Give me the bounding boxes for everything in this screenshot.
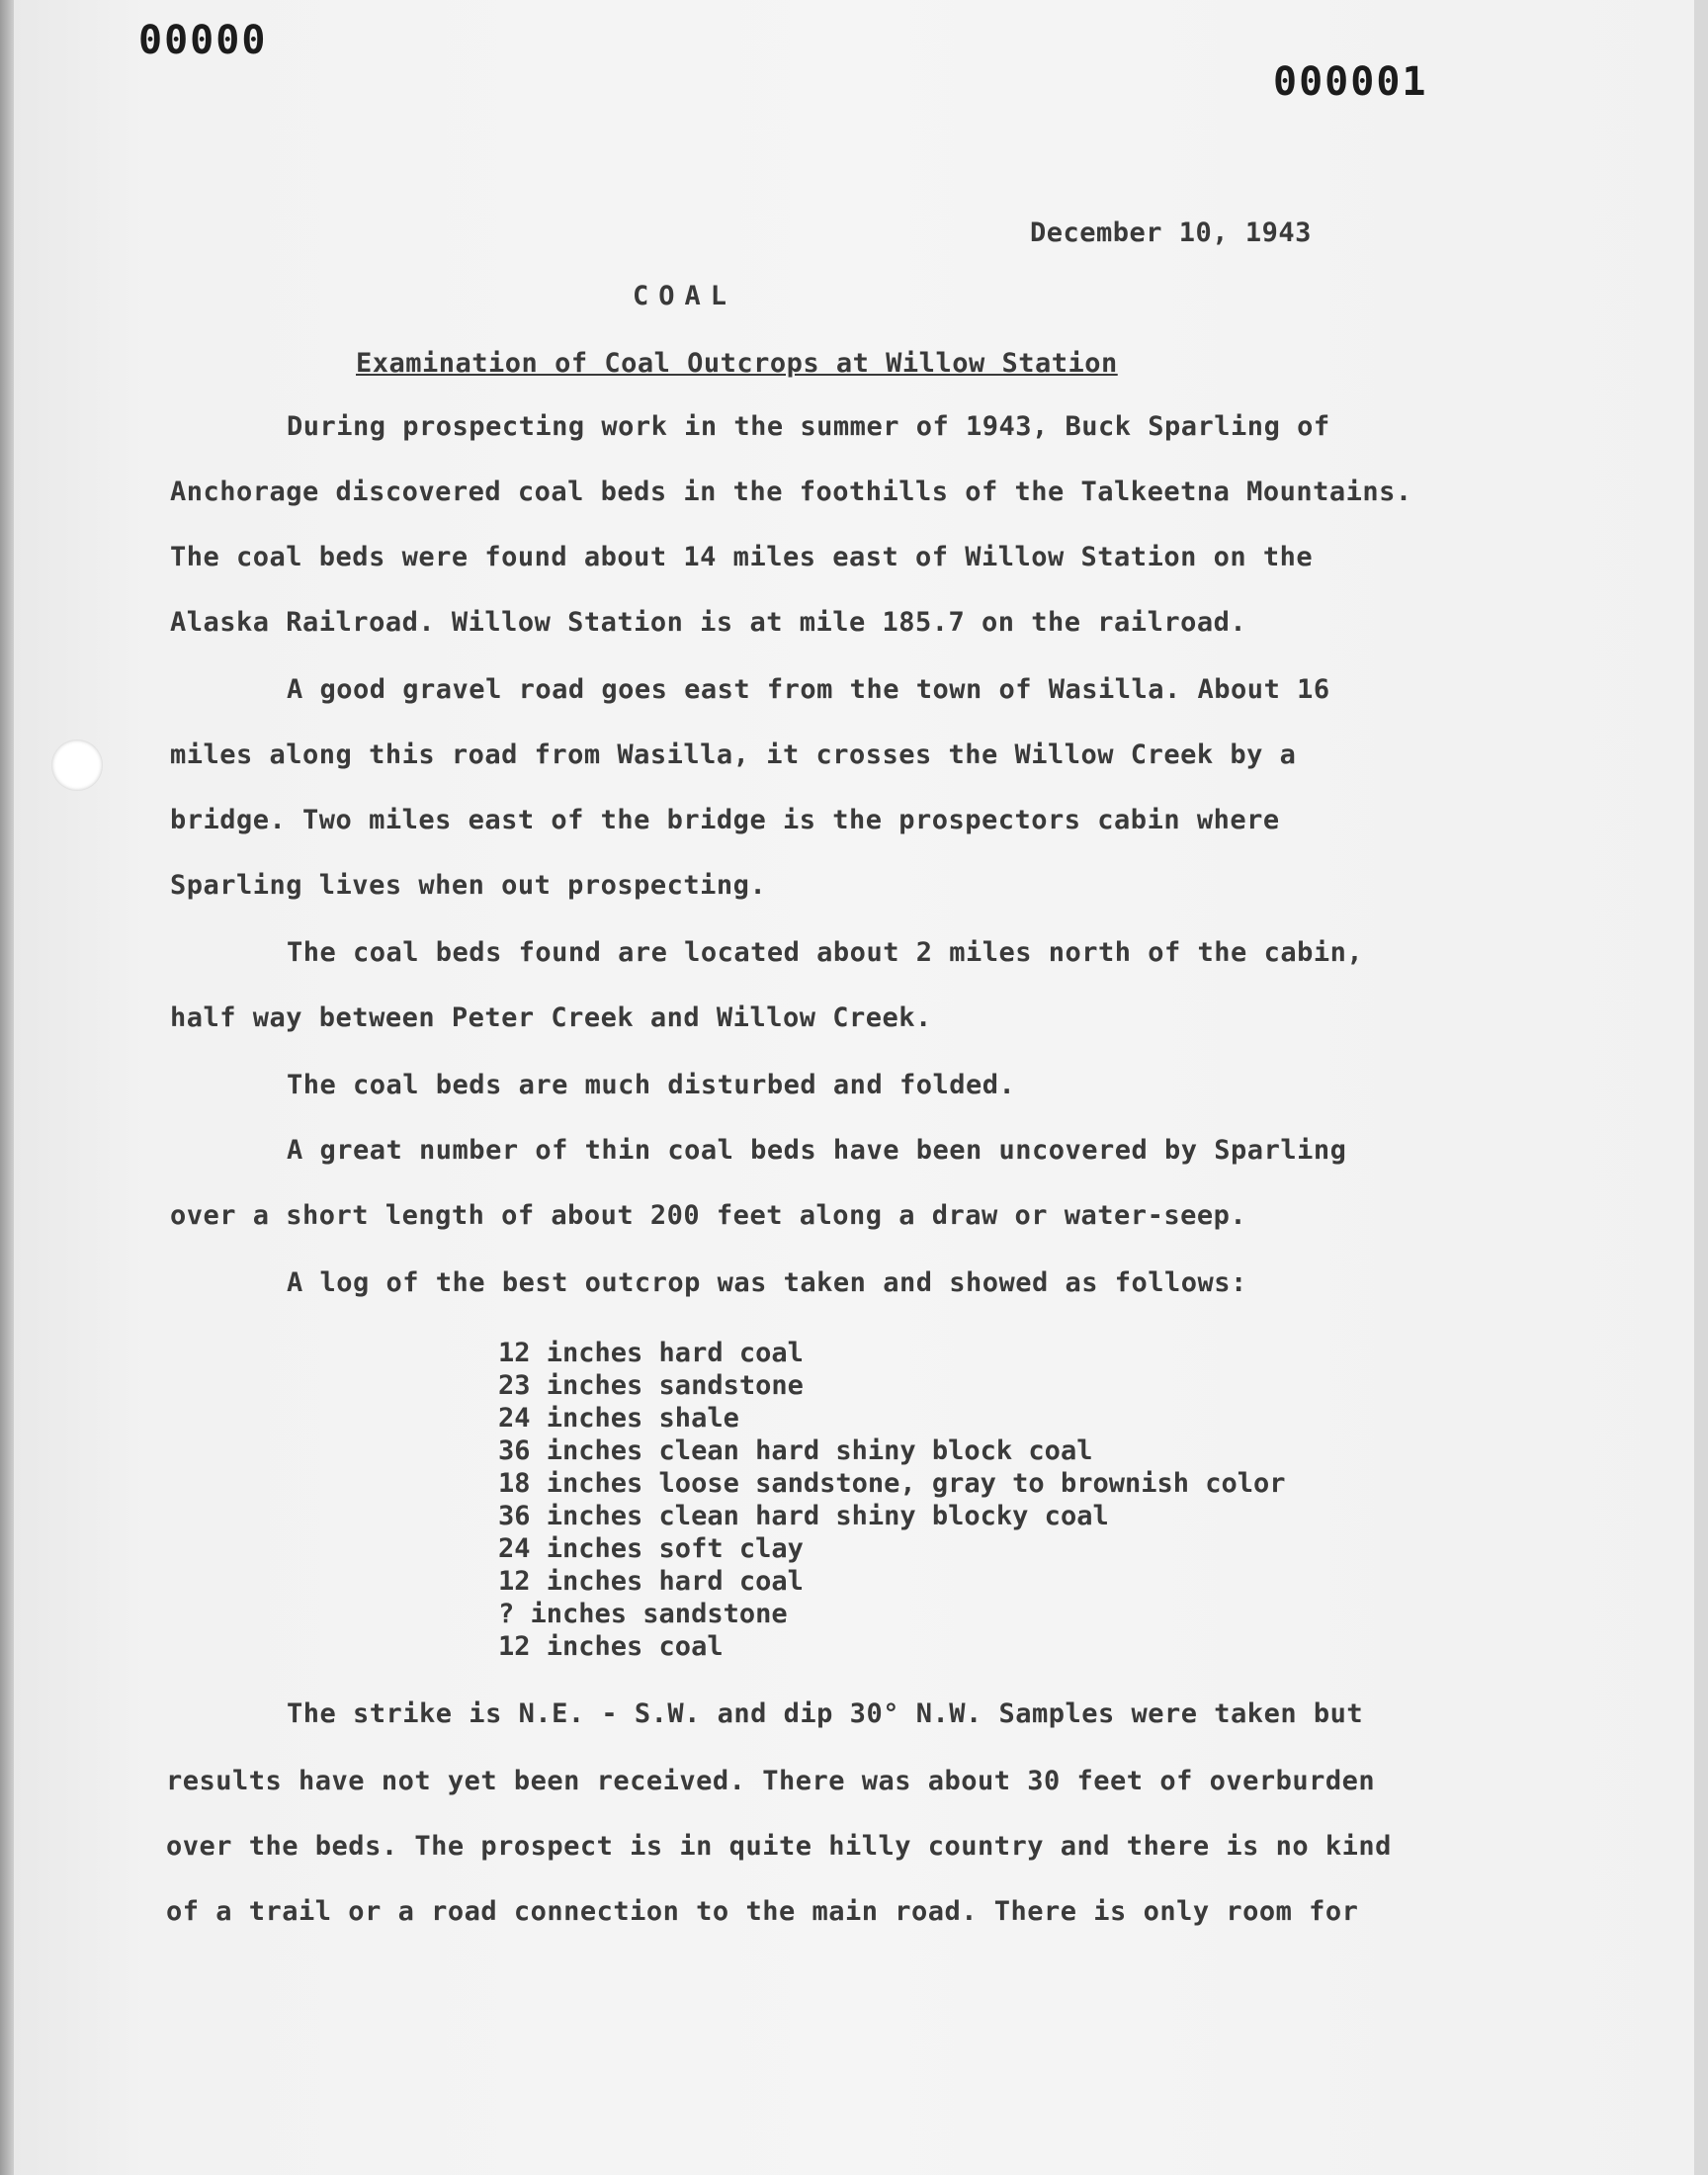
document-heading: COAL (633, 281, 737, 311)
body-line: The strike is N.E. - S.W. and dip 30° N.W. Samples were taken but (287, 1698, 1364, 1729)
body-line: Alaska Railroad. Willow Station is at mile 185.7 on the railroad. (170, 607, 1247, 638)
body-line: of a trail or a road connection to the main road. There is only room for (166, 1896, 1359, 1927)
stamp-number-left: 00000 (138, 18, 268, 63)
log-entry: 36 inches clean hard shiny block coal (498, 1436, 1093, 1466)
body-line: over the beds. The prospect is in quite hilly country and there is no kind (166, 1831, 1392, 1862)
body-line: The coal beds were found about 14 miles east of Willow Station on the (170, 542, 1314, 572)
body-line: over a short length of about 200 feet along a draw or water-seep. (170, 1200, 1247, 1231)
document-subheading: Examination of Coal Outcrops at Willow Station (356, 348, 1118, 379)
body-line: bridge. Two miles east of the bridge is the prospectors cabin where (170, 805, 1280, 835)
log-entry: 23 inches sandstone (498, 1370, 804, 1401)
body-line: The coal beds found are located about 2 miles north of the cabin, (287, 937, 1364, 968)
body-line: results have not yet been received. There was about 30 feet of overburden (166, 1766, 1376, 1796)
log-entry: 18 inches loose sandstone, gray to brownish color (498, 1468, 1286, 1499)
log-entry: 24 inches shale (498, 1403, 739, 1434)
log-entry: ? inches sandstone (498, 1599, 788, 1629)
body-line: A good gravel road goes east from the town of Wasilla. About 16 (287, 674, 1330, 705)
outcrop-log-list (498, 1337, 1286, 1663)
body-line: Sparling lives when out prospecting. (170, 870, 767, 901)
log-entry: 12 inches coal (498, 1631, 724, 1662)
document-date: December 10, 1943 (1030, 218, 1312, 248)
body-line: half way between Peter Creek and Willow Creek. (170, 1002, 932, 1033)
body-line: The coal beds are much disturbed and folded. (287, 1070, 1016, 1100)
body-line: miles along this road from Wasilla, it crosses the Willow Creek by a (170, 740, 1297, 770)
body-line: Anchorage discovered coal beds in the foothills of the Talkeetna Mountains. (170, 477, 1412, 507)
stamp-number-right: 000001 (1273, 59, 1428, 105)
body-line: A log of the best outcrop was taken and showed as follows: (287, 1267, 1247, 1298)
log-entry: 12 inches hard coal (498, 1338, 804, 1368)
log-entry: 36 inches clean hard shiny blocky coal (498, 1501, 1109, 1531)
scan-edge-shadow (0, 0, 14, 2175)
log-entry: 24 inches soft clay (498, 1533, 804, 1564)
punch-hole (51, 740, 103, 791)
body-line: A great number of thin coal beds have been uncovered by Sparling (287, 1135, 1347, 1166)
log-entry: 12 inches hard coal (498, 1566, 804, 1597)
body-line: During prospecting work in the summer of 1943, Buck Sparling of (287, 411, 1330, 442)
